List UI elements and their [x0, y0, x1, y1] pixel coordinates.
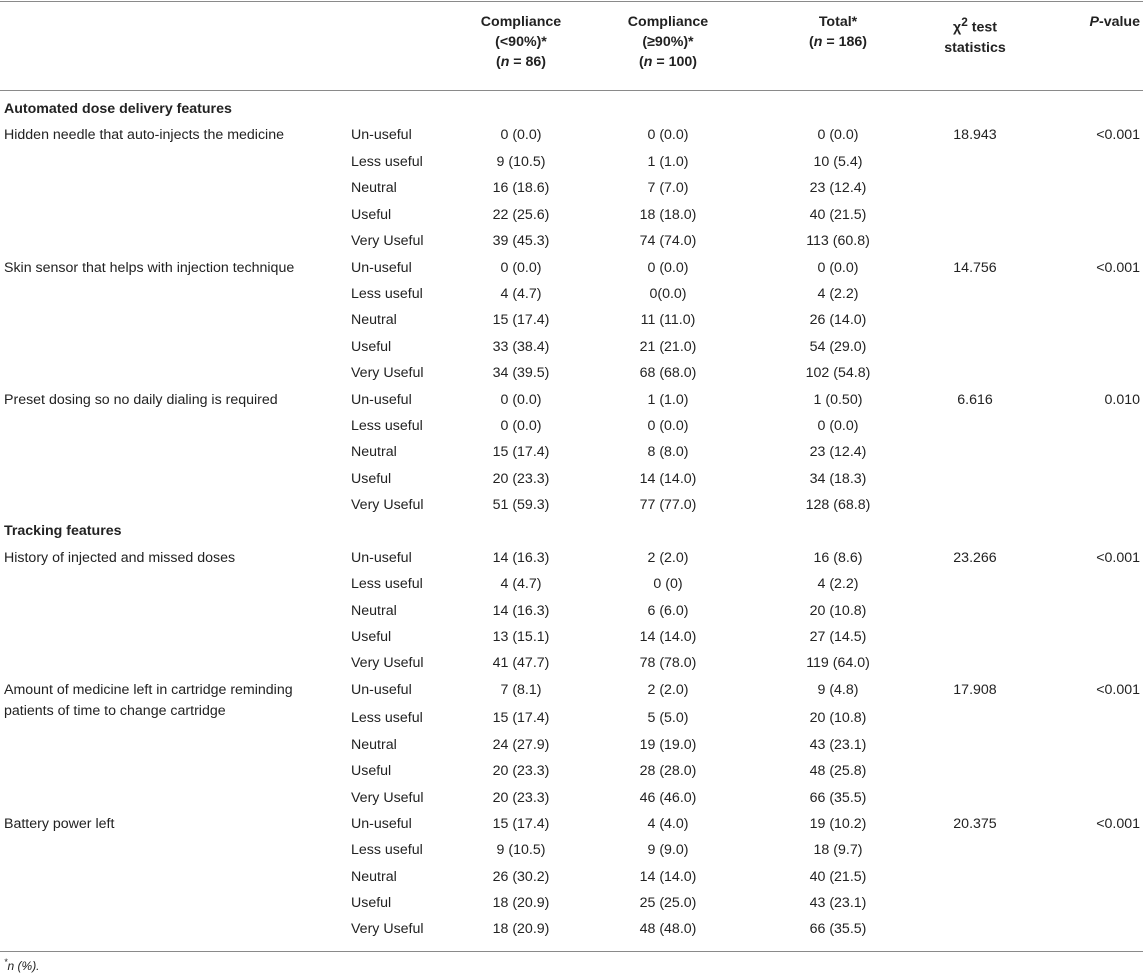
usefulness-level: Less useful [351, 418, 423, 434]
header-p-value: P-value [1089, 14, 1140, 30]
value-compliance-low: 20 (23.3) [492, 789, 550, 806]
usefulness-level: Neutral [351, 602, 397, 619]
value-compliance-low: 9 (10.5) [496, 153, 546, 170]
chi-square-value: 14.756 [953, 259, 997, 276]
table-row [0, 785, 1143, 811]
value-total: 66 (35.5) [809, 921, 867, 937]
value-compliance-high: 2 (2.0) [647, 682, 689, 698]
value-compliance-high: 0 (0) [653, 576, 683, 592]
p-value: <0.001 [1096, 259, 1140, 276]
header-label: (<90%)* [495, 34, 547, 50]
value-compliance-high: 18 (18.0) [639, 206, 697, 223]
value-compliance-low: 15 (17.4) [492, 710, 550, 726]
value-compliance-high: 0 (0.0) [647, 259, 689, 276]
p-value: <0.001 [1096, 127, 1140, 143]
value-total: 0 (0.0) [817, 259, 859, 276]
value-compliance-low: 0 (0.0) [500, 418, 542, 434]
usefulness-level: Useful [351, 338, 392, 355]
value-compliance-low: 20 (23.3) [492, 763, 550, 779]
value-compliance-high: 19 (19.0) [639, 736, 697, 753]
value-total: 23 (12.4) [809, 180, 867, 196]
table-row [0, 122, 1143, 148]
header-n: (n = 86) [495, 54, 547, 70]
usefulness-level: Less useful [351, 576, 423, 592]
value-compliance-low: 33 (38.4) [492, 338, 550, 355]
header-label: Compliance [627, 14, 709, 30]
value-total: 4 (2.2) [817, 286, 859, 302]
p-value: <0.001 [1096, 816, 1140, 832]
value-compliance-high: 78 (78.0) [639, 655, 697, 671]
value-total: 40 (21.5) [809, 206, 867, 223]
value-compliance-high: 14 (14.0) [639, 868, 697, 885]
usefulness-level: Useful [351, 895, 392, 911]
table-row [0, 811, 1143, 837]
value-compliance-low: 7 (8.1) [500, 682, 542, 698]
value-compliance-low: 18 (20.9) [492, 895, 550, 911]
section-title: Tracking features [4, 523, 122, 539]
usefulness-level: Un-useful [351, 259, 412, 276]
value-total: 54 (29.0) [809, 338, 867, 355]
chi-square-value: 18.943 [953, 127, 997, 143]
value-compliance-low: 20 (23.3) [492, 470, 550, 487]
value-compliance-low: 41 (47.7) [492, 655, 550, 671]
table-row [0, 255, 1143, 281]
value-total: 23 (12.4) [809, 444, 867, 460]
value-total: 128 (68.8) [805, 497, 871, 513]
value-total: 20 (10.8) [809, 710, 867, 726]
usefulness-level: Un-useful [351, 816, 412, 832]
value-compliance-high: 1 (1.0) [647, 153, 689, 170]
usefulness-level: Un-useful [351, 127, 412, 143]
p-value: <0.001 [1096, 550, 1140, 566]
usefulness-level: Very Useful [351, 365, 424, 381]
section-header [0, 96, 1143, 122]
value-compliance-high: 11 (11.0) [640, 312, 696, 328]
header-label: Compliance [480, 14, 562, 30]
value-compliance-high: 7 (7.0) [647, 180, 689, 196]
value-compliance-high: 4 (4.0) [647, 816, 689, 832]
value-total: 40 (21.5) [809, 868, 867, 885]
table-row [0, 732, 1143, 758]
value-compliance-high: 0 (0.0) [647, 127, 689, 143]
table-row [0, 598, 1143, 624]
usefulness-level: Less useful [351, 842, 423, 858]
value-compliance-low: 0 (0.0) [500, 391, 542, 408]
value-compliance-high: 5 (5.0) [647, 710, 689, 726]
value-total: 18 (9.7) [813, 842, 863, 858]
value-total: 27 (14.5) [809, 629, 867, 645]
feature-name: Hidden needle that auto-injects the medicine [4, 127, 284, 143]
table-row [0, 705, 1143, 731]
table-row [0, 571, 1143, 597]
feature-name: Skin sensor that helps with injection technique [4, 259, 295, 276]
table-row [0, 281, 1143, 307]
value-total: 43 (23.1) [809, 895, 867, 911]
table-row [0, 202, 1143, 228]
usefulness-level: Very Useful [351, 497, 424, 513]
value-compliance-high: 74 (74.0) [639, 233, 697, 249]
value-total: 113 (60.8) [806, 233, 870, 249]
value-total: 0 (0.0) [817, 127, 859, 143]
usefulness-level: Less useful [351, 710, 423, 726]
table-row [0, 334, 1143, 360]
value-total: 43 (23.1) [809, 736, 867, 753]
usefulness-level: Neutral [351, 444, 397, 460]
chi-square-value: 23.266 [953, 550, 997, 566]
usefulness-level: Less useful [351, 153, 423, 170]
header-label: Total* [818, 14, 858, 30]
section-header [0, 518, 1143, 544]
p-value: <0.001 [1096, 682, 1140, 698]
table-row [0, 890, 1143, 916]
header-label: $\chi^2$ test [953, 15, 997, 36]
value-compliance-high: 8 (8.0) [647, 444, 689, 460]
value-compliance-high: 28 (28.0) [639, 763, 697, 779]
table-row [0, 387, 1143, 413]
table-row [0, 149, 1143, 175]
table-row [0, 837, 1143, 863]
table-bottom-rule [0, 951, 1143, 952]
value-compliance-low: 16 (18.6) [492, 180, 550, 196]
table-row [0, 758, 1143, 784]
feature-name: Amount of medicine left in cartridge reminding patients of time to change cartridge [4, 682, 293, 719]
table-row [0, 650, 1143, 676]
chi-square-value: 6.616 [957, 391, 993, 408]
value-compliance-low: 0 (0.0) [500, 259, 542, 276]
value-compliance-high: 25 (25.0) [639, 895, 697, 911]
value-total: 48 (25.8) [809, 763, 867, 779]
usefulness-level: Less useful [351, 286, 423, 302]
usefulness-level: Neutral [351, 180, 397, 196]
value-compliance-high: 6 (6.0) [647, 602, 689, 619]
value-compliance-low: 4 (4.7) [500, 576, 542, 592]
value-total: 119 (64.0) [806, 655, 870, 671]
value-total: 20 (10.8) [809, 602, 867, 619]
chi-square-value: 20.375 [953, 816, 997, 832]
value-total: 26 (14.0) [809, 312, 867, 328]
usefulness-level: Useful [351, 206, 392, 223]
value-compliance-low: 34 (39.5) [492, 365, 550, 381]
table-row [0, 466, 1143, 492]
usefulness-level: Useful [351, 629, 392, 645]
table-row [0, 439, 1143, 465]
usefulness-level: Neutral [351, 312, 397, 328]
table-row [0, 545, 1143, 571]
usefulness-level: Very Useful [351, 233, 424, 249]
value-compliance-low: 9 (10.5) [496, 842, 546, 858]
value-compliance-low: 18 (20.9) [492, 921, 550, 937]
table-row [0, 228, 1143, 254]
table-row [0, 492, 1143, 518]
table-row [0, 413, 1143, 439]
value-compliance-low: 0 (0.0) [500, 127, 542, 143]
value-compliance-low: 24 (27.9) [492, 736, 550, 753]
value-total: 4 (2.2) [817, 576, 859, 592]
value-compliance-low: 22 (25.6) [492, 206, 550, 223]
header-compliance-low [446, 12, 596, 72]
usefulness-level: Useful [351, 470, 392, 487]
value-compliance-high: 21 (21.0) [639, 338, 697, 355]
table-row [0, 624, 1143, 650]
header-total [763, 12, 913, 52]
value-compliance-high: 0 (0.0) [647, 418, 689, 434]
value-compliance-low: 26 (30.2) [492, 868, 550, 885]
value-total: 19 (10.2) [809, 816, 867, 832]
value-compliance-low: 51 (59.3) [492, 497, 550, 513]
value-total: 10 (5.4) [813, 153, 863, 170]
value-compliance-high: 9 (9.0) [647, 842, 689, 858]
value-compliance-low: 14 (16.3) [492, 602, 550, 619]
usefulness-level: Very Useful [351, 921, 424, 937]
header-chi-square [920, 12, 1030, 58]
usefulness-level: Un-useful [351, 550, 412, 566]
value-compliance-low: 15 (17.4) [492, 312, 550, 328]
value-compliance-low: 13 (15.1) [492, 629, 550, 645]
value-compliance-high: 14 (14.0) [639, 629, 697, 645]
table-top-rule [0, 1, 1143, 2]
value-total: 66 (35.5) [809, 789, 867, 806]
table-row [0, 864, 1143, 890]
usefulness-level: Useful [351, 763, 392, 779]
header-n: (n = 186) [809, 34, 867, 50]
feature-name: Battery power left [4, 816, 115, 832]
feature-name: Preset dosing so no daily dialing is required [4, 391, 278, 408]
table-row [0, 307, 1143, 333]
table-row [0, 175, 1143, 201]
header-label: statistics [944, 39, 1006, 56]
value-compliance-low: 39 (45.3) [492, 233, 550, 249]
table-row [0, 360, 1143, 386]
value-total: 102 (54.8) [805, 365, 871, 381]
header-compliance-high [593, 12, 743, 72]
value-compliance-high: 0(0.0) [649, 286, 687, 302]
value-compliance-low: 4 (4.7) [500, 286, 542, 302]
value-compliance-low: 14 (16.3) [492, 550, 550, 566]
usefulness-level: Neutral [351, 868, 397, 885]
value-total: 16 (8.6) [813, 550, 863, 566]
header-n: (n = 100) [639, 54, 697, 70]
section-title: Automated dose delivery features [4, 101, 232, 117]
value-compliance-high: 14 (14.0) [639, 470, 697, 487]
p-value: 0.010 [1104, 391, 1140, 408]
usefulness-level: Very Useful [351, 655, 424, 671]
value-compliance-low: 15 (17.4) [492, 444, 550, 460]
value-compliance-high: 48 (48.0) [639, 921, 697, 937]
value-total: 34 (18.3) [809, 470, 867, 487]
value-total: 9 (4.8) [817, 682, 859, 698]
table-row [0, 916, 1143, 942]
value-compliance-high: 68 (68.0) [639, 365, 697, 381]
value-compliance-high: 46 (46.0) [639, 789, 697, 806]
usefulness-level: Neutral [351, 736, 397, 753]
usefulness-level: Un-useful [351, 391, 412, 408]
value-compliance-low: 15 (17.4) [492, 816, 550, 832]
table-footnote: *n (%). [4, 957, 40, 973]
chi-square-value: 17.908 [953, 682, 997, 698]
header-bottom-rule [0, 90, 1143, 91]
usefulness-level: Very Useful [351, 789, 424, 806]
value-total: 1 (0.50) [813, 391, 863, 408]
usefulness-level: Un-useful [351, 682, 412, 698]
value-compliance-high: 1 (1.0) [647, 391, 689, 408]
value-compliance-high: 2 (2.0) [647, 550, 689, 566]
feature-name: History of injected and missed doses [4, 550, 236, 566]
value-total: 0 (0.0) [817, 418, 859, 434]
value-compliance-high: 77 (77.0) [639, 497, 697, 513]
header-label: (≥90%)* [642, 34, 694, 50]
